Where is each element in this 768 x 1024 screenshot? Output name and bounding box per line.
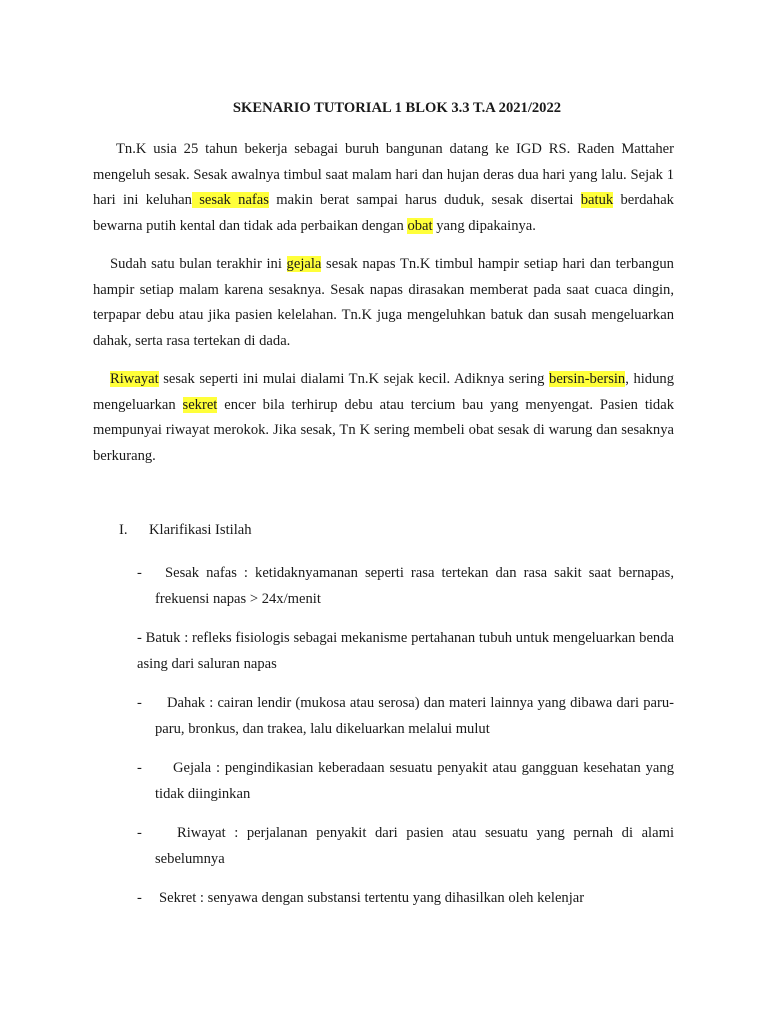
list-bullet: - — [137, 695, 142, 711]
highlighted-term-riwayat: Riwayat — [110, 371, 159, 387]
term-text — [137, 821, 674, 872]
list-bullet: - — [137, 630, 142, 646]
scenario-paragraph-3 — [93, 367, 674, 469]
section-heading — [119, 522, 252, 539]
section-number: I. — [119, 522, 128, 538]
term-definition-gejala — [137, 756, 674, 807]
term-text — [137, 756, 674, 807]
highlighted-term-obat: obat — [407, 217, 433, 234]
term-text — [137, 691, 674, 742]
term-content: Dahak : cairan lendir (mukosa atau serosa) dan materi lainnya yang dibawa dari paru-paru, bronkus, dan trakea, lalu dikeluarkan melalui mulut — [155, 695, 674, 737]
paragraph-text: sesak seperti ini mulai dialami Tn.K sejak kecil. Adiknya sering — [158, 371, 550, 387]
list-bullet: - — [137, 825, 142, 841]
paragraph-text: , hidung mengeluarkan — [93, 371, 674, 413]
term-text — [137, 561, 674, 612]
highlighted-term-sesak-nafas: sesak nafas — [191, 192, 269, 208]
term-content: Gejala : pengindikasian keberadaan sesuatu penyakit atau gangguan kesehatan yang tidak diinginkan — [155, 760, 674, 802]
paragraph-text: encer bila terhirup debu atau tercium bau yang menyengat. Pasien tidak mempunyai riwayat merokok. Jika sesak, Tn K sering membeli obat sesak di warung dan sesaknya berkurang. — [93, 396, 674, 464]
paragraph-text: sesak napas Tn.K timbul hampir setiap hari dan terbangun hampir setiap malam karena sesaknya. Sesak napas dirasakan memberat pada saat cuaca dingin, terpapar debu atau jika pasien kelelahan. Tn.K juga mengeluhkan batuk dan susah mengeluarkan dahak, serta rasa tertekan di dada. — [93, 256, 674, 349]
term-content: Batuk : refleks fisiologis sebagai mekanisme pertahanan tubuh untuk mengeluarkan benda asing dari saluran napas — [137, 630, 675, 672]
paragraph-text: Tn.K usia 25 tahun bekerja sebagai buruh bangunan datang ke IGD RS. Raden Mattaher mengeluh sesak. Sesak awalnya timbul saat malam hari dan hujan deras dua hari yang lalu. Sejak 1 hari ini keluhan — [93, 141, 674, 208]
highlighted-term-batuk: batuk — [580, 192, 614, 208]
list-bullet: - — [137, 565, 142, 581]
scenario-paragraph-1 — [93, 137, 674, 239]
term-definition-sekret — [137, 886, 674, 912]
paragraph-text: Sudah satu bulan terakhir ini — [110, 256, 287, 272]
term-definition-batuk — [137, 626, 674, 677]
term-text — [137, 630, 674, 672]
term-content: Riwayat : perjalanan penyakit dari pasien atau sesuatu yang pernah di alami sebelumnya — [155, 825, 674, 867]
list-bullet: - — [137, 890, 142, 906]
highlighted-term-sekret: sekret — [182, 396, 218, 413]
section-title: Klarifikasi Istilah — [149, 522, 252, 538]
paragraph-text: yang dipakainya. — [432, 217, 536, 234]
term-definition-riwayat — [137, 821, 674, 872]
term-definition-dahak — [137, 691, 674, 742]
term-content: Sesak nafas : ketidaknyamanan seperti rasa tertekan dan rasa sakit saat bernapas, frekuensi napas > 24x/menit — [155, 565, 674, 607]
paragraph-text: berdahak bewarna putih kental dan tidak ada perbaikan dengan — [93, 192, 674, 234]
list-bullet: - — [137, 760, 142, 776]
highlighted-term-gejala: gejala — [286, 256, 322, 272]
scenario-paragraph-2 — [93, 252, 674, 354]
highlighted-term-bersin-bersin: bersin-bersin — [549, 371, 626, 387]
term-text — [137, 886, 674, 912]
term-definition-sesak-nafas — [137, 561, 674, 612]
document-title: SKENARIO TUTORIAL 1 BLOK 3.3 T.A 2021/2022 — [232, 100, 562, 116]
paragraph-text: makin berat sampai harus duduk, sesak disertai — [268, 192, 581, 208]
term-content: Sekret : senyawa dengan substansi tertentu yang dihasilkan oleh kelenjar — [159, 890, 585, 906]
